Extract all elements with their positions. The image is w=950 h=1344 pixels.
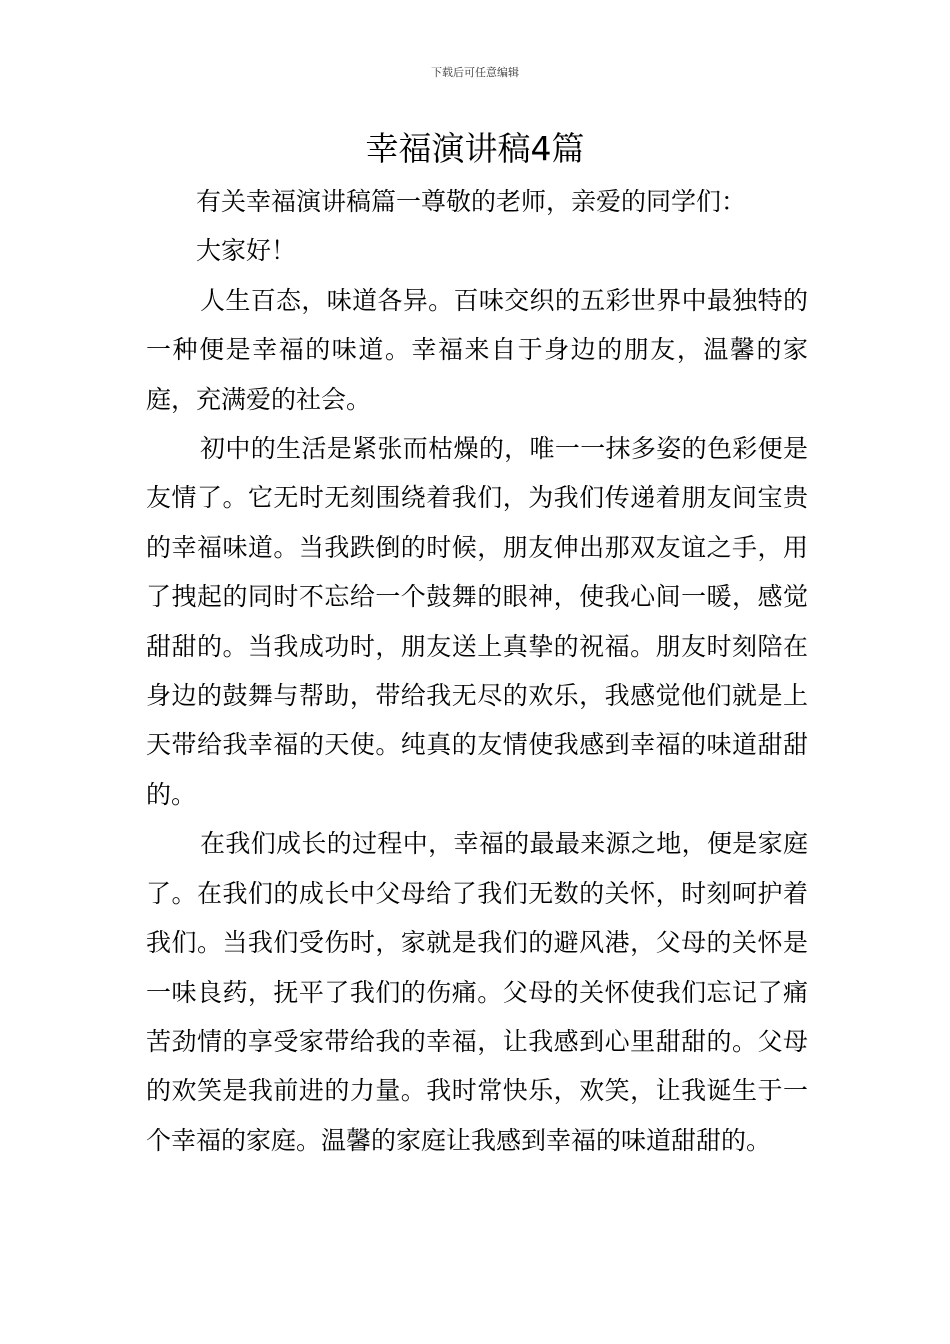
greeting-paragraph: 大家好！ <box>196 236 297 266</box>
body-paragraph: 在我们成长的过程中，幸福的最最来源之地，便是家庭了。在我们的成长中父母给了我们无数的关怀，时刻呵护着我们。当我们受伤时，家就是我们的避风港，父母的关怀是一味良药，抚平了我们的伤痛。父母的关怀使我们忘记了痛苦劲情的享受家带给我的幸福，让我感到心里甜甜的。父母的欢笑是我前进的力量。我时常快乐，欢笑，让我诞生于一个幸福的家庭。温馨的家庭让我感到幸福的味道甜甜的。 <box>146 829 808 1155</box>
salutation-paragraph: 有关幸福演讲稿篇一尊敬的老师，亲爱的同学们： <box>196 187 747 216</box>
body-paragraph: 人生百态，味道各异。百味交织的五彩世界中最独特的一种便是幸福的味道。幸福来自于身边的朋友，温馨的家庭，充满爱的社会。 <box>146 285 808 414</box>
body-paragraph: 初中的生活是紧张而枯燥的，唯一一抹多姿的色彩便是友情了。它无时无刻围绕着我们，为我们传递着朋友间宝贵的幸福味道。当我跌倒的时候，朋友伸出那双友谊之手，用了拽起的同时不忘给一个鼓舞的眼神，使我心间一暖，感觉甜甜的。当我成功时，朋友送上真挚的祝福。朋友时刻陪在身边的鼓舞与帮助，带给我无尽的欢乐，我感觉他们就是上天带给我幸福的天使。纯真的友情使我感到幸福的味道甜甜的。 <box>146 434 808 809</box>
document-body <box>146 177 808 1165</box>
document-title: 幸福演讲稿4篇 <box>365 129 585 168</box>
header-note: 下载后可任意编辑 <box>431 66 519 79</box>
